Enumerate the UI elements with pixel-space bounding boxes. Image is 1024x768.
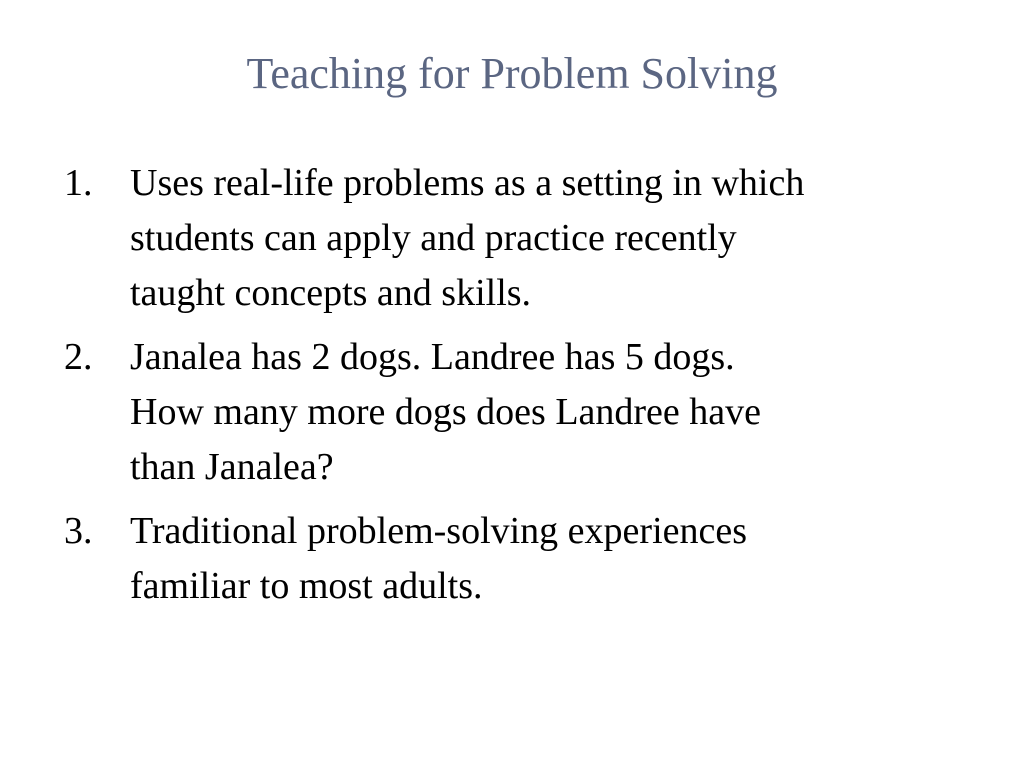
list-item-line: than Janalea? <box>130 446 334 488</box>
list-item-2 <box>64 330 964 495</box>
list-item-line: students can apply and practice recently <box>130 217 737 259</box>
list-item-line: How many more dogs does Landree have <box>130 391 762 433</box>
list-item-line: Traditional problem-solving experiences <box>130 510 748 552</box>
numbered-list <box>64 156 964 623</box>
list-item-line: taught concepts and skills. <box>130 272 532 314</box>
list-item-line: Janalea has 2 dogs. Landree has 5 dogs. <box>130 336 735 378</box>
list-item-text <box>130 156 964 321</box>
list-item-3 <box>64 504 964 614</box>
list-item-number: 3. <box>64 510 93 552</box>
list-item-text <box>130 504 964 614</box>
slide-title: Teaching for Problem Solving <box>246 49 778 98</box>
list-item-text <box>130 330 964 495</box>
list-item-number: 2. <box>64 336 93 378</box>
list-item-line: Uses real-life problems as a setting in which <box>130 162 805 204</box>
list-item-number: 1. <box>64 162 93 204</box>
list-item-1 <box>64 156 964 321</box>
list-item-line: familiar to most adults. <box>130 565 483 607</box>
